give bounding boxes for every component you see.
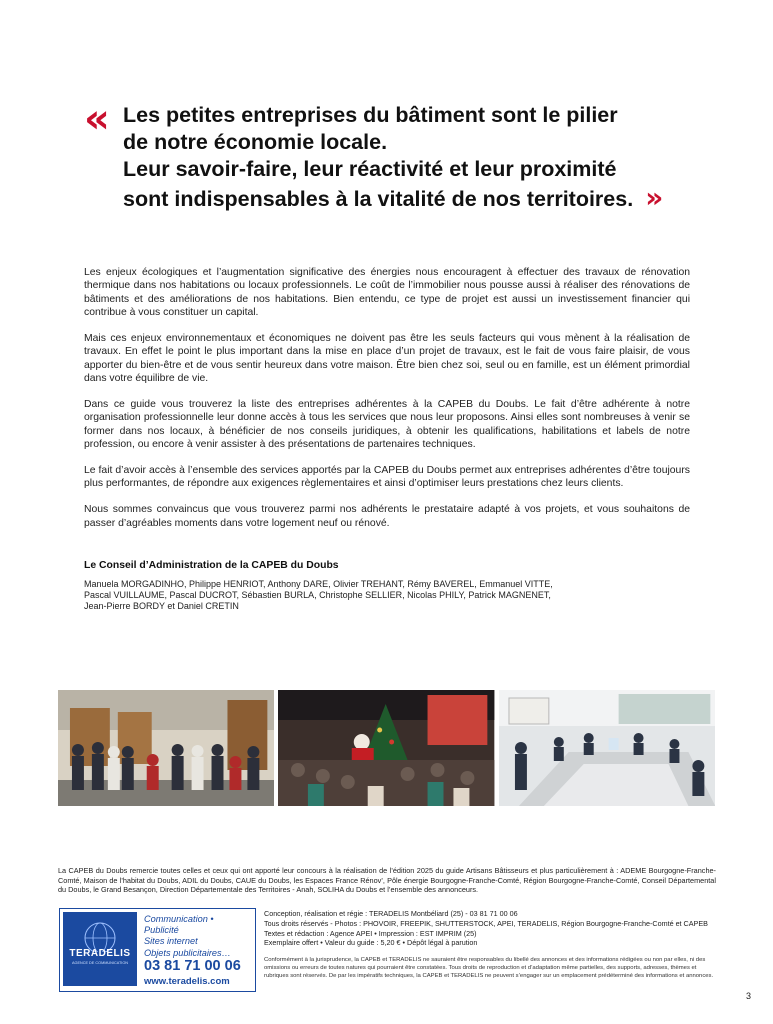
photo-strip xyxy=(58,690,715,806)
paragraph: Nous sommes convaincus que vous trouverez parmi nos adhérents le prestataire adapté à vos projets, et vous souhaitons de passer d’agréables moments dans votre logement neuf ou rénové. xyxy=(84,504,690,529)
ad-website: www.teradelis.com xyxy=(144,976,230,987)
legal-notice: Conformément à la jurisprudence, la CAPEB et TERADELIS ne sauraient être responsables du libellé des annonces et des informations rédigées ou non par elles, ni des omissions ou erreurs de toutes natures qui pourraient être constatées. Tous droits de reproduction et d’adaptation même partielles, des supports, adresses, thèmes et rubriques sont réservés. De par les impératifs techniques, la CAPEB et TERADELIS ne peuvent s’engager sur un emplacement prédéterminé des informations et annonces. xyxy=(264,957,714,979)
ad-services xyxy=(144,914,250,959)
paragraph: Les enjeux écologiques et l’augmentation significative des énergies nous encouragent à effectuer des travaux de rénovation thermique dans nos habitations ou locaux professionnels. Le coût de l’immobilier nous pousse aussi à réaliser des rénovations de bâtiments et des améliorations de nos habitations. Bien entendu, ce type de projet est aussi un investissement financier qui contribue à vous constituer un capital. xyxy=(84,267,690,319)
ad-line: Objets publicitaires… xyxy=(144,947,231,958)
christmas-event-photo xyxy=(278,690,494,806)
quote-line: sont indispensables à la vitalité de nos territoires. » xyxy=(123,181,664,214)
globe-icon xyxy=(63,912,137,952)
credit-line: Conception, réalisation et régie : TERADELIS Montbéliard (25) - 03 81 71 00 06 xyxy=(264,909,518,918)
ad-line: Communication • Publicité xyxy=(144,914,214,936)
teradelis-ad xyxy=(59,908,256,992)
credit-line: Tous droits réservés - Photos : PHOVOIR, FREEPIK, SHUTTERSTOCK, APEI, TERADELIS, Région Bourgogne-Franche-Comté et CAPEB xyxy=(264,918,708,928)
body-text xyxy=(84,266,690,542)
ad-line: Sites internet xyxy=(144,936,198,947)
quote-line: Leur savoir-faire, leur réactivité et leur proximité xyxy=(123,157,617,181)
quote-line: Les petites entreprises du bâtiment sont le pilier xyxy=(123,103,618,127)
signature-names: Manuela MORGADINHO, Philippe HENRIOT, Anthony DARE, Olivier TREHANT, Rémy BAVEREL, Emmanuel VITTE, Pascal VUILLAUME, Pascal DUCROT, Sébastien BURLA, Christophe SELLIER, Nicolas PHILY, Patrick MAGNENET, Jean-Pierre BORDY et Daniel CRETIN xyxy=(84,579,553,612)
teradelis-logo xyxy=(63,912,137,986)
paragraph: Mais ces enjeux environnementaux et économiques ne doivent pas être les seuls facteurs qui vous mènent à la réalisation de travaux. En effet le point le plus important dans la mise en place d’un projet de travaux, est le fait de vous faire plaisir, de vous apporter du bien-être et de vous sentir heureux dans votre maison. Être bien chez soi, seul ou en famille, est un élément primordial dans votre équilibre de vie. xyxy=(84,333,690,385)
acknowledgements: La CAPEB du Doubs remercie toutes celles et ceux qui ont apporté leur concours à la réalisation de l’édition 2025 du guide Artisans Bâtisseurs et plus particulièrement à : ADEME Bourgogne-Franche-Comté, Maison de l’habitat du Doubs, ADIL du Doubs, CAUE du Doubs, les Espaces France Rénov’, Pôle énergie Bourgogne-Franche-Comté, Région Bourgogne-Franche-Comté, Conseil Départemental du Doubs, le Grand Besançon, Direction Départementale des Territoires - Anah, SOLIHA du Doubs et l’ensemble des annonceurs. xyxy=(58,866,716,895)
paragraph: Dans ce guide vous trouverez la liste des entreprises adhérentes à la CAPEB du Doubs. Le fait d’être adhérente à notre organisation professionnelle leur donne accès à tous les services que nous leur proposons. Ainsi elles sont nombreuses à venir se former dans nos locaux, à bénéficier de nos conseils juridiques, à obtenir les qualifications, habilitations et labels de notre profession, ou encore à venir assister à des présentations de partenaires techniques. xyxy=(84,399,690,451)
group-photo-workshop xyxy=(58,690,274,806)
credit-line: Textes et rédaction : Agence APEI • Impression : EST IMPRIM (25) xyxy=(264,928,477,938)
brand-subtitle: AGENCE DE COMMUNICATION xyxy=(71,961,129,965)
quote-line: de notre économie locale. xyxy=(123,130,388,154)
signature-title: Le Conseil d’Administration de la CAPEB du Doubs xyxy=(84,560,339,571)
paragraph: Le fait d’avoir accès à l’ensemble des services apportés par la CAPEB du Doubs permet aux entreprises adhérentes d’être toujours plus performantes, de répondre aux exigences règlementaires et ainsi d’optimiser leurs prestations chez leurs clients. xyxy=(84,465,690,490)
credit-line: Exemplaire offert • Valeur du guide : 5,20 € • Dépôt légal à parution xyxy=(264,938,478,948)
ad-phone: 03 81 71 00 06 xyxy=(144,958,241,974)
open-quote-mark: « xyxy=(84,96,104,142)
close-quote-mark: » xyxy=(645,181,664,214)
meeting-room-photo xyxy=(499,690,715,806)
quote-text xyxy=(123,102,704,213)
brand-name: TERADELIS xyxy=(69,948,131,959)
page-number: 3 xyxy=(746,991,752,1001)
pull-quote xyxy=(84,96,704,214)
credits xyxy=(264,909,716,948)
